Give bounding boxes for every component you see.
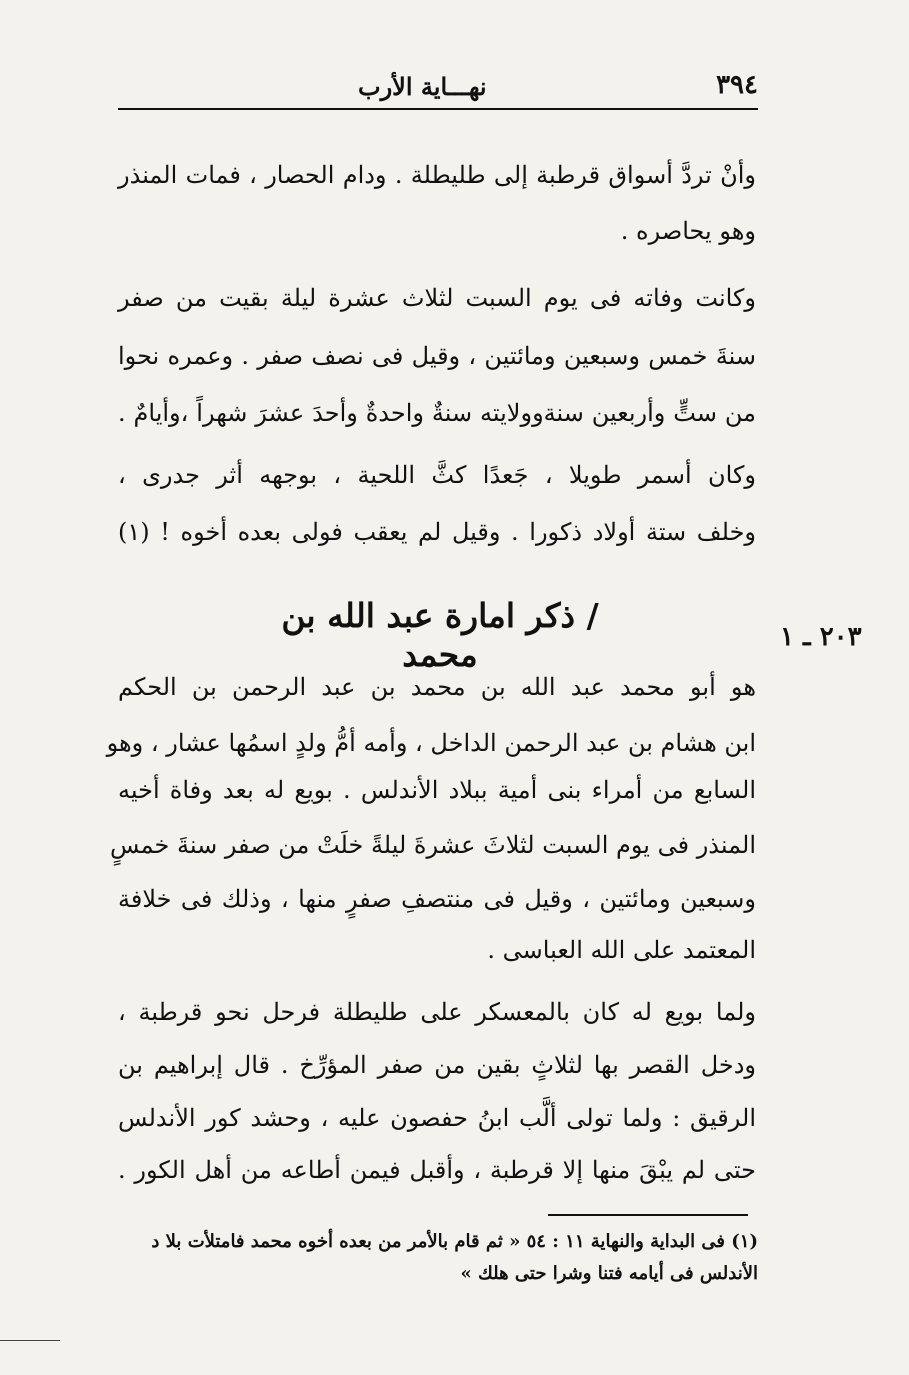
footnote-rule bbox=[548, 1214, 748, 1216]
text-line: وأنْ تردَّ أسواق قرطبة إلى طليطلة . ودام الحصار ، فمات المنذر bbox=[118, 161, 756, 189]
footnote-line: (١) فى البداية والنهاية ١١ : ٥٤ « ثم قام بالأمر من بعده أخوه محمد فامتلأت بلا د bbox=[151, 1231, 758, 1252]
page-header bbox=[118, 70, 758, 110]
text-line: سنةَ خمس وسبعين ومائتين ، وقيل فى نصف صفر . وعمره نحوا bbox=[118, 342, 756, 370]
text-line: وكانت وفاته فى يوم السبت لثلاث عشرة ليلة بقيت من صفر bbox=[118, 284, 756, 312]
section-heading: / ذكر امارة عبد الله بن محمد bbox=[281, 596, 599, 674]
text-line: المعتمد على الله العباسى . bbox=[487, 936, 756, 964]
margin-note: ٢٠٣ ـ ١ bbox=[780, 622, 862, 652]
text-line: الرقيق : ولما تولى ألَّب ابنُ حفصون عليه ، وحشد كور الأندلس bbox=[118, 1104, 756, 1132]
text-line: وكان أسمر طويلا ، جَعدًا كثَّ اللحية ، بوجهه أثر جدرى ، bbox=[118, 461, 756, 489]
page-number: ٣٩٤ bbox=[716, 70, 758, 100]
text-line: وخلف ستة أولاد ذكورا . وقيل لم يعقب فولى بعده أخوه ! (١) bbox=[118, 518, 756, 546]
text-line: وهو يحاصره . bbox=[620, 217, 756, 245]
text-line: هو أبو محمد عبد الله بن محمد بن عبد الرحمن بن الحكم bbox=[118, 673, 756, 701]
text-line: وسبعين ومائتين ، وقيل فى منتصفِ صفرٍ منها ، وذلك فى خلافة bbox=[118, 885, 756, 913]
footnote-line: الأندلس فى أيامه فتنا وشرا حتى هلك » bbox=[460, 1263, 758, 1284]
header-rule bbox=[118, 108, 758, 110]
running-title: نهـــاية الأرب bbox=[358, 72, 487, 101]
text-line: السابع من أمراء بنى أمية ببلاد الأندلس . بويع له بعد وفاة أخيه bbox=[118, 776, 756, 804]
text-line: ودخل القصر بها لثلاثٍ بقين من صفر المؤرِّخ . قال إبراهيم بن bbox=[118, 1051, 756, 1079]
text-line: من ستٍّ وأربعين سنةوولايته سنةٌ واحدةٌ وأحدَ عشرَ شهراً ،وأيامٌ . bbox=[118, 399, 757, 427]
text-line: حتى لم يبْقَ منها إلا قرطبة ، وأقبل فيمن أطاعه من أهل الكور . bbox=[118, 1156, 756, 1184]
text-line: ولما بويع له كان بالمعسكر على طليطلة فرحل نحو قرطبة ، bbox=[118, 998, 756, 1026]
scan-edge-line bbox=[0, 1340, 60, 1341]
text-line: المنذر فى يوم السبت لثلاثَ عشرةَ ليلةً خلَتْ من صفر سنةَ خمسٍ bbox=[110, 831, 756, 859]
text-line: ابن هشام بن عبد الرحمن الداخل ، وأمه أمُّ ولدٍ اسمُها عشار ، وهو bbox=[106, 729, 756, 757]
